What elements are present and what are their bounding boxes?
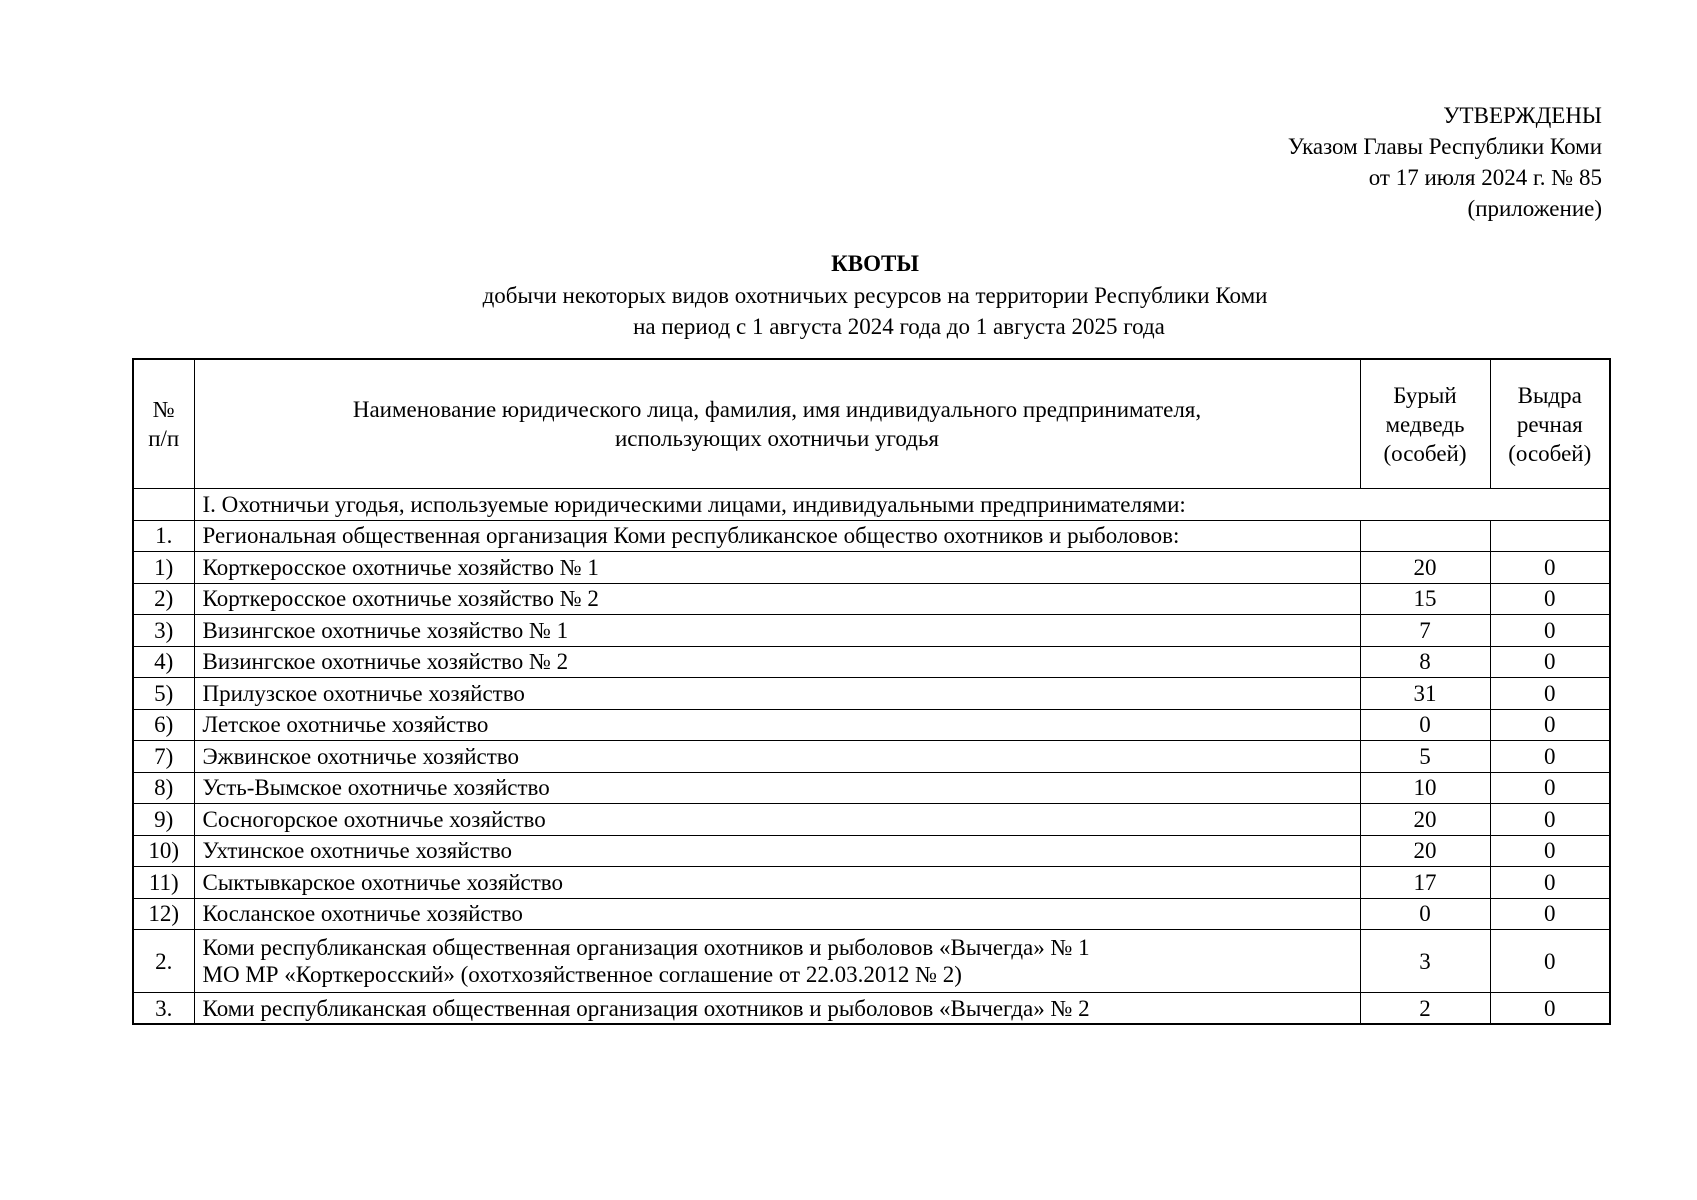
row-name: Ухтинское охотничье хозяйство bbox=[194, 835, 1360, 867]
table-row bbox=[133, 615, 1610, 647]
row-name: Эжвинское охотничье хозяйство bbox=[194, 741, 1360, 773]
header-otter-line1: Выдра bbox=[1517, 382, 1582, 408]
document-title-block bbox=[0, 248, 1697, 342]
table-row-org3 bbox=[133, 993, 1610, 1025]
table-row bbox=[133, 552, 1610, 584]
row-number: 12) bbox=[133, 898, 194, 930]
approval-heading: УТВЕРЖДЕНЫ bbox=[1443, 103, 1602, 128]
row-name bbox=[194, 930, 1360, 993]
section-number-cell bbox=[133, 489, 194, 521]
row-name: Корткеросское охотничье хозяйство № 2 bbox=[194, 583, 1360, 615]
header-brown-bear bbox=[1360, 359, 1490, 489]
row-number: 6) bbox=[133, 709, 194, 741]
table-row bbox=[133, 898, 1610, 930]
table-row bbox=[133, 804, 1610, 836]
header-name-line2: использующих охотничьи угодья bbox=[614, 426, 940, 451]
row-name: Усть-Вымское охотничье хозяйство bbox=[194, 772, 1360, 804]
row-bear-value: 10 bbox=[1360, 772, 1490, 804]
row-number: 7) bbox=[133, 741, 194, 773]
row-bear-value: 20 bbox=[1360, 552, 1490, 584]
table-row bbox=[133, 772, 1610, 804]
row-otter-value: 0 bbox=[1490, 678, 1610, 710]
row-name: Визингское охотничье хозяйство № 1 bbox=[194, 615, 1360, 647]
row-otter-value: 0 bbox=[1490, 709, 1610, 741]
table-row bbox=[133, 867, 1610, 899]
document-subtitle-line1: добычи некоторых видов охотничьих ресурсов на территории Республики Коми bbox=[482, 283, 1268, 308]
row-bear-value: 0 bbox=[1360, 709, 1490, 741]
row-otter-value: 0 bbox=[1490, 804, 1610, 836]
row-number: 1) bbox=[133, 552, 194, 584]
section-title: I. Охотничьи угодья, используемые юридическими лицами, индивидуальными предпринимателями: bbox=[194, 489, 1610, 521]
row-otter-value: 0 bbox=[1490, 772, 1610, 804]
row-bear-value: 31 bbox=[1360, 678, 1490, 710]
header-bear-line1: Бурый bbox=[1393, 382, 1457, 408]
table-row bbox=[133, 583, 1610, 615]
header-river-otter bbox=[1490, 359, 1610, 489]
header-name-line1: Наименование юридического лица, фамилия, имя индивидуального предпринимателя, bbox=[352, 397, 1202, 422]
row-bear-value: 0 bbox=[1360, 898, 1490, 930]
row-bear-value: 20 bbox=[1360, 804, 1490, 836]
section-row bbox=[133, 489, 1610, 521]
table-row bbox=[133, 709, 1610, 741]
approval-decree: Указом Главы Республики Коми bbox=[1287, 134, 1602, 159]
quota-table bbox=[132, 358, 1611, 1025]
table-row bbox=[133, 646, 1610, 678]
header-otter-line2: речная bbox=[1516, 411, 1583, 437]
row-number: 11) bbox=[133, 867, 194, 899]
approval-block bbox=[1288, 100, 1602, 224]
header-bear-line2: медведь bbox=[1385, 411, 1465, 437]
row-bear-value: 2 bbox=[1360, 993, 1490, 1025]
row-name: Региональная общественная организация Коми республиканское общество охотников и рыболовов: bbox=[194, 520, 1360, 552]
header-number bbox=[133, 359, 194, 489]
row-bear-value: 17 bbox=[1360, 867, 1490, 899]
row-number: 2) bbox=[133, 583, 194, 615]
table-row bbox=[133, 741, 1610, 773]
row-name: Косланское охотничье хозяйство bbox=[194, 898, 1360, 930]
row-name-line2: МО МР «Корткеросский» (охотхозяйственное соглашение от 22.03.2012 № 2) bbox=[202, 962, 962, 987]
header-bear-line3: (особей) bbox=[1383, 440, 1467, 466]
row-bear-value: 20 bbox=[1360, 835, 1490, 867]
table-row-org1 bbox=[133, 520, 1610, 552]
row-name: Коми республиканская общественная организация охотников и рыболовов «Вычегда» № 2 bbox=[194, 993, 1360, 1025]
row-name-line1: Коми республиканская общественная организация охотников и рыболовов «Вычегда» № 1 bbox=[202, 935, 1090, 960]
table-row-org2 bbox=[133, 930, 1610, 993]
row-otter-value: 0 bbox=[1490, 930, 1610, 993]
row-otter-value: 0 bbox=[1490, 646, 1610, 678]
row-otter-value: 0 bbox=[1490, 898, 1610, 930]
approval-attachment: (приложение) bbox=[1467, 196, 1602, 221]
row-bear-value: 5 bbox=[1360, 741, 1490, 773]
row-otter-value: 0 bbox=[1490, 867, 1610, 899]
row-otter-value: 0 bbox=[1490, 552, 1610, 584]
row-name: Прилузское охотничье хозяйство bbox=[194, 678, 1360, 710]
row-number: 2. bbox=[133, 930, 194, 993]
row-bear-value: 15 bbox=[1360, 583, 1490, 615]
row-number: 5) bbox=[133, 678, 194, 710]
row-name: Летское охотничье хозяйство bbox=[194, 709, 1360, 741]
row-otter-value bbox=[1490, 520, 1610, 552]
row-number: 10) bbox=[133, 835, 194, 867]
row-number: 8) bbox=[133, 772, 194, 804]
row-otter-value: 0 bbox=[1490, 741, 1610, 773]
approval-date: от 17 июля 2024 г. № 85 bbox=[1368, 165, 1602, 190]
row-bear-value: 8 bbox=[1360, 646, 1490, 678]
document-title: КВОТЫ bbox=[831, 251, 919, 276]
row-otter-value: 0 bbox=[1490, 615, 1610, 647]
row-number: 3) bbox=[133, 615, 194, 647]
row-otter-value: 0 bbox=[1490, 993, 1610, 1025]
table-header-row bbox=[133, 359, 1610, 489]
header-number-symbol: № bbox=[152, 397, 175, 422]
row-bear-value: 3 bbox=[1360, 930, 1490, 993]
document-subtitle-line2: на период с 1 августа 2024 года до 1 августа 2025 года bbox=[633, 314, 1165, 339]
header-number-abbr: п/п bbox=[148, 426, 180, 451]
row-name: Корткеросское охотничье хозяйство № 1 bbox=[194, 552, 1360, 584]
table-row bbox=[133, 678, 1610, 710]
row-name: Сыктывкарское охотничье хозяйство bbox=[194, 867, 1360, 899]
row-number: 1. bbox=[133, 520, 194, 552]
row-bear-value: 7 bbox=[1360, 615, 1490, 647]
header-name bbox=[194, 359, 1360, 489]
row-number: 4) bbox=[133, 646, 194, 678]
row-number: 3. bbox=[133, 993, 194, 1025]
row-bear-value bbox=[1360, 520, 1490, 552]
row-otter-value: 0 bbox=[1490, 835, 1610, 867]
row-number: 9) bbox=[133, 804, 194, 836]
row-name: Визингское охотничье хозяйство № 2 bbox=[194, 646, 1360, 678]
row-otter-value: 0 bbox=[1490, 583, 1610, 615]
header-otter-line3: (особей) bbox=[1508, 440, 1592, 466]
table-row bbox=[133, 835, 1610, 867]
row-name: Сосногорское охотничье хозяйство bbox=[194, 804, 1360, 836]
